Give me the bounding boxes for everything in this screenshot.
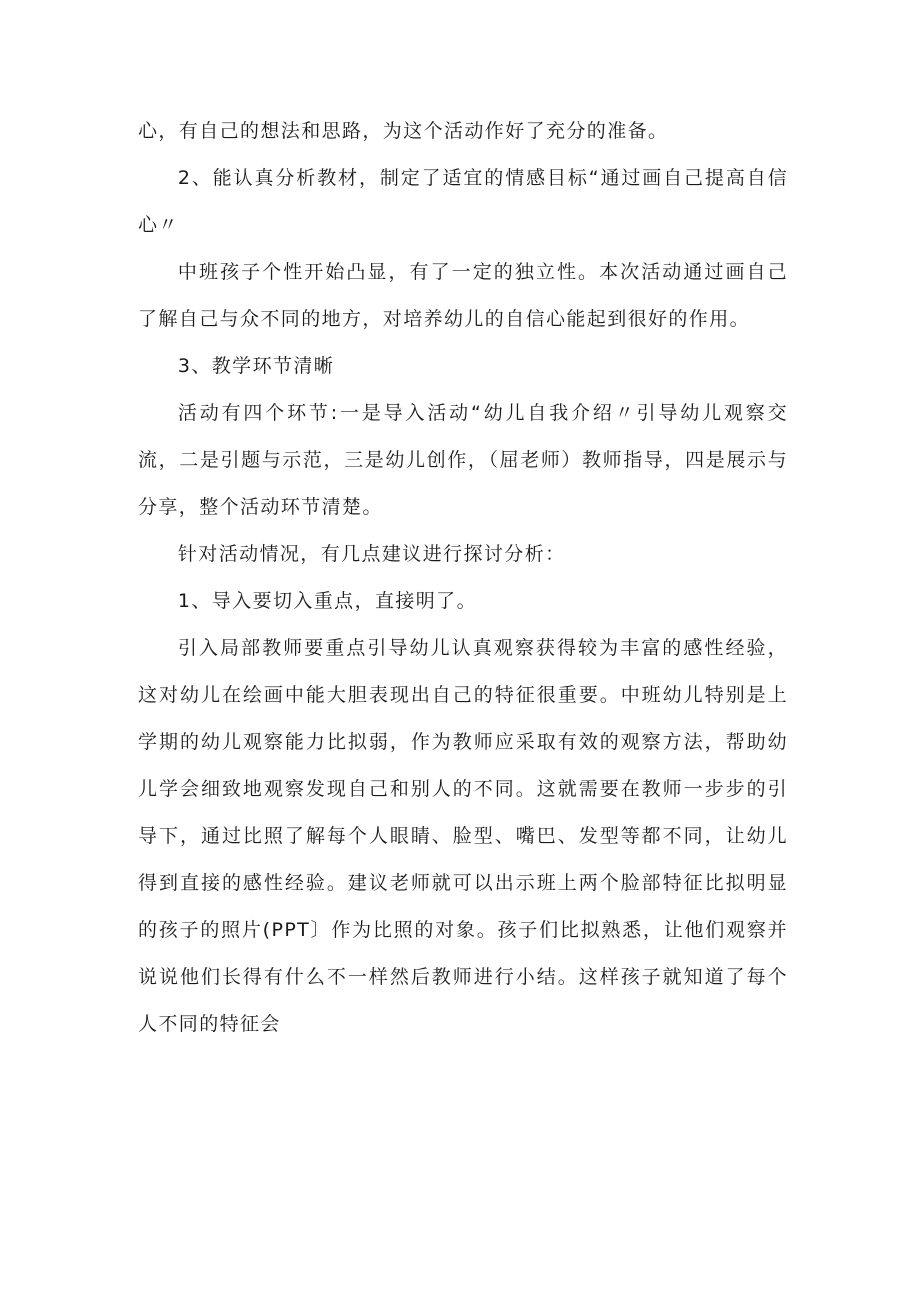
paragraph-suggestion-1-detail: 引入局部教师要重点引导幼儿认真观察获得较为丰富的感性经验，这对幼儿在绘画中能大胆表现出自己的特征很重要。中班幼儿特别是上学期的幼儿观察能力比拟弱，作为教师应采取有效的观察方法，帮助幼儿学会细致地观察发现自己和别人的不同。这就需要在教师一步步的引导下，通过比照了解每个人眼睛、脸型、嘴巴、发型等都不同，让幼儿得到直接的感性经验。建议老师就可以出示班上两个脸部特征比拟明显的孩子的照片(PPT〕作为比照的对象。孩子们比拟熟悉，让他们观察并说说他们长得有什么不一样然后教师进行小结。这样孩子就知道了每个人不同的特征会 bbox=[138, 637, 788, 1035]
paragraph-point-3-detail: 活动有四个环节:一是导入活动“幼儿自我介绍〃引导幼儿观察交流，二是引题与示范，三是幼儿创作，（屈老师）教师指导，四是展示与分享，整个活动环节清楚。 bbox=[138, 402, 788, 518]
paragraph-suggestions-intro: 针对活动情况，有几点建议进行探讨分析： bbox=[177, 543, 566, 565]
paragraph-point-2: 2、能认真分析教材，制定了适宜的情感目标“通过画自己提高自信心〃 bbox=[138, 167, 788, 236]
paragraph-point-3: 3、教学环节清晰 bbox=[177, 355, 335, 377]
paragraph-suggestion-1: 1、导入要切入重点，直接明了。 bbox=[177, 590, 477, 612]
paragraph-point-2-detail: 中班孩子个性开始凸显，有了一定的独立性。本次活动通过画自己了解自己与众不同的地方，对培养幼儿的自信心能起到很好的作用。 bbox=[138, 261, 788, 330]
paragraph-continuation: 心，有自己的想法和思路，为这个活动作好了充分的准备。 bbox=[138, 120, 669, 142]
document-body bbox=[138, 108, 788, 1048]
